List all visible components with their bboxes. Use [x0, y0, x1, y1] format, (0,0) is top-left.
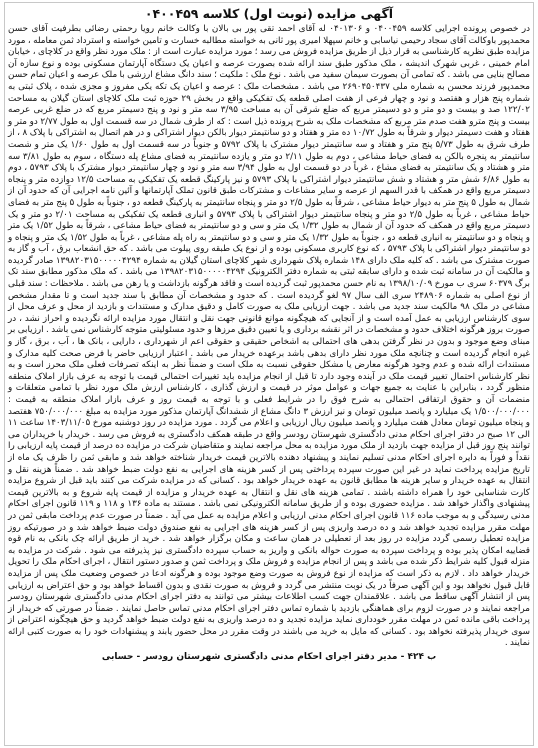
notice-body-text: در خصوص پرونده اجرایی کلاسه ۰۴۰۰۴۵۹ و ۰۴۰۱۳۰۶ له آقای احمد تقی پور بی بالان با وکالت خانم رویا رحمتی رضائی بطرفیت آقای حسن محمدپور باوکالت آقای سجاد رحیمی نیاسابی و خانم سپهلا امیری پور ثانی به خواسته مطالبه خسارت و تامین خواسته و استرداد ثمن معامله ، مورد مزایده طبق نظریه کارشناسی به قرار ذیل از طریق مزایده فروش می رسد ؛ مورد مزایده عبارت است از : ملک مورد نظر واقع در کلاچای ، خیابان امام خمینی ، غربی شهرک اندیشه ، ملک مذکور طبق سند ارائه شده بصورت عرصه و اعیان یک دستگاه آپارتمان مسکونی بوده و نوع سازه آن مصالح بنایی می باشد . که تمامی آن بصورت سیمان سفید می باشد . نوع ملک : ملکیت ؛ سند دانگ مشاع ارزشی با ملک عرصه و اعیان تمام حسن محمدپور فرزند محسن به شماره ملی ۲۶۹۰۴۵۰۴۳۷ می باشد . مشخصات ملک : عرصه و اعیان یک تکه یکی مفروز و مجزی شده ، پلاک ثبتی به شماره پنج هزار و هفتصد و نود و چهار فرعی از هفت اصلی قطعه یک تفکیکی واقع در بخش ۲۹ حوزه ثبت ملک کلاچای استان گیلان به مساحت ۱۲۲/۰۲ صد و بیست و دو متر و دو دسیمتر مربع که ضلع شرقی آن به مساحت ۳/۹۵ سه متر و نود و پنج دسیمتر مربع که در ضلع غربی عرصه بیست و پنج مترو هفت صدم متر مربع که مشخصات ملک به شرح پرونده ذیل است : که از طرف شمال در سه قسمت اول به طول ۲/۷۷ دو متر و هفتاد و هفت دسیمتر دیوار و شرقاً به طول ۱۰/۷۲ ده متر و هفتاد و دو سانتیمتر دیوار بالکن دیوار اشتراکی و در هم اتصال به اشتراکی با پلاک ۸ ، از طرف شرق به طول ۵/۷۳ پنج متر و هفتاد و سه سانتیمتر دیوار مشترک با پلاک ۵۷۹۲ و جنوباً در سه قسمت اول به طول ۱/۶۰ یک متر و شصت سانتیمتر به پنجره بالکن به فضای حیاط مشاعی ، دوم به طول ۲/۱۱ دو متر و یازده سانتیمتر به فضای مشاع پله دستگاه ، سوم به طول ۳/۸۱ سه متر و هشتاد و یک سانتیمتر به فضای مشاع ، غرباً در دو قسمت اول به طول ۳/۹۴ سه متر و نود و چهار سانتیمتر دیوار مشترک با پلاک ۵۷۹۳ ، دوم به طول ۶/۸۶ شش متر و هشتاد و شش سانتیمتر دیوار اشتراکی با پلاک ۵۷۹۳ و نیز پارکینگ قطعه یک تفکیکی به مساحت ۱۲/۵ دوازده متر و پنجاه دسیمتر مربع واقع در همکف با قدر السهم از عرصه و سایر مشاعات و مشترکات طبق قانون تملک آپارتمانها و آئین نامه اجرایی آن که حدود آن از شمال به طول ۵ پنج متر به دیوار حیاط مشاعی ، شرقاً به طول ۲/۵ دو متر و پنجاه سانتیمتر به پارکینگ قطعه دو ، جنوباً به طول ۵ پنج متر به فضای حیاط مشاعی ، غرباً به طول ۲/۵ دو متر و پنجاه سانتیمتر دیوار اشتراکی با پلاک ۵۷۹۳ و انباری قطعه یک تفکیکی به مساحت ۲/۰۱ دو متر و یک دسیمتر مربع واقع در همکف که حدود آن از شمال به طول ۱/۳۲ یک متر و سی و دو سانتیمتر به فضای حیاط مشاعی ، شرقاً به طول ۱/۵۲ یک متر و پنجاه و دو سانتیمتر به انباری قطعه دو ، جنوباً به طول ۱/۳۲ یک متر و سی و دو سانتیمتر به راه پله مشاعی ، غرباً به طول ۱/۵۲ یک متر و پنجاه و دو سانتیمتر دیوار اشتراکی با پلاک ۵۷۹۳ ، که نوع کاربری مسکونی بوده و از نوع یک طبقه روی پیلوت می باشد . که حق انشعاب برق ، آب و گاز به صورت مشترک می باشد . که کلیه ملک دارای ۱۴۸ شماره پلاک شهرداری شهر کلاچای استان گیلان به شماره ۱۳۹۸۲۰۳۱۵۰۰۰۰۰۴۲۹۴ صادر گردیده و مالکیت آن در سامانه ثبت شده و دارای سابقه ثبتی به شماره دفتر الکترونیک ۱۳۹۸۲۰۳۱۵۰۰۰۰۰۴۲۹۴ می باشد . که ملک مذکور مطابق سند تک برگ ۶۰۳۷۹ سری ب مورخ ۱۳۹۸/۱۰/۰۹ به نام حسن محمدپور ثبت گردیده است و فاقد هرگونه بازداشت و یا رهن می باشد . ملاحظات : سند قبلی از نوع اصلی به شماره ۲۴۸۹۰۶ سری الف سال ۹۷ لغو گردیده است . که حدود و مشخصات آن مطابق با سند جدید است و تا مقدار مشخص مشاعی در ملک ۹۸ مالکیت سند جدید می باشد . جهت ارزیابی ملک به صورت کامل و دقیق مدارک و مستندات و بازدید از محل و عرف محل از سوی کارشناس ارزیابی به عمل آمده است و از آنجایی که هیچگونه موانع قانونی جهت نقل و انتقال مورد مزایده ارائه نگردیده و احراز نشد ، در صورت بروز هرگونه اختلاف حدود و مشخصات در اثر نقشه برداری و یا تعیین دقیق مرزها و حدود مسئولیتی متوجه کارشناس نمی باشد . ارزیابی بر مبنای وضع موجود و بدون در نظر گرفتن بدهی های احتمالی به اشخاص حقیقی و حقوقی اعم از شهرداری ، دارایی ، بانک ها ، آب ، برق ، گاز و غیره انجام گردیده است و چنانچه ملک مورد نظر دارای بدهی باشد برعهده خریدار می باشد . اعتبار ارزیابی حاضر با فرض صحت کلیه مدارک و مستندات ارائه شده و عدم وجود هرگونه معارض یا مشکل حقوقی نسبت به ملک است و ضمناً نظر به اینکه تصرفات فعلی ملک محرز است و به نظر کارشناس احتمال تغییر قیمت ملک در آینده وجود دارد تا قبل از انجام مزایده باید تغییرات احتمالی قیمت با توجه به عرف بازار املاک منطقه منظور گردد ، بنابراین با عنایت به جمیع جهات و عوامل موثر در قیمت و ارزش گذاری ، کارشناس ارزش ملک مورد نظر با تمامی متعلقات و منضمات آن و حقوق ارتفاقی احتمالی به شرح فوق را در شرایط فعلی و با توجه به قیمت روز و عرف بازار املاک منطقه به قیمت : ۱/۵۰۰/۰۰۰/۰۰۰ یک میلیارد و پانصد میلیون تومان و نیز ارزش ۳ دانگ مشاع از ششدانگ آپارتمان مذکور مورد مزایده به مبلغ ۷۵۰/۰۰۰/۰۰۰ هفتصد و پنجاه میلیون تومان معادل هفت میلیارد و پانصد میلیون ریال ارزیابی و اعلام می گردد . مورد مزایده در روز دوشنبه مورخ ۱۴۰۳/۱۱/۰۵ ساعت ۱۱ الی ۱۲ صبح در دفتر اجرای احکام مدنی دادگستری شهرستان رودسر واقع در طبقه همکف دادگستری به فروش می رسد . خریدار یا خریداران می توانند پنج روز قبل از مزایده جهت بازدید از ملک مورد مزایده به محل مراجعه نمایند و متقاضیان شرکت در مزایده ده درصد از قیمت پایه ارزیابی را نقداً و فوراً به دایره اجرای احکام مدنی تسلیم نمایند و پیشنهاد دهنده بالاترین قیمت خریدار شناخته خواهد شد و مابقی ثمن را ظرف یک ماه از تاریخ مزایده پرداخت نماید در غیر این صورت سپرده پرداختی پس از کسر هزینه های اجرایی به نفع دولت ضبط خواهد شد . ضمناً هزینه نقل و انتقال به عهده خریدار و سایر هزینه ها مطابق قانون به عهده خریدار خواهد بود . کسانی که در مزایده شرکت می کنند باید قبل از شروع مزایده کارت شناسایی خود را همراه داشته باشند . تمامی هزینه های نقل و انتقال به عهده خریدار و مزایده از قیمت پایه شروع و به بالاترین قیمت پیشنهادی واگذار خواهد شد . مزایده حضوری بوده و از طریق سامانه الکترونیکی نمی باشد . مستند به ماده ۱۳۶ و ۱۱۸ و ۱۱۹ قانون اجرای احکام مدنی رسیدگی و به موجب ماده ۱۱۶ قانون اجرای احکام مدنی ارزیابی و اعلام مزایده به عمل می آید . ضمناً در صورت عدم پرداخت مابقی ثمن در مهلت مقرر مزایده تجدید خواهد شد و ده درصد واریزی پس از کسر هزینه های اجرایی به نفع صندوق دولت ضبط خواهد شد و در صورتیکه روز مزایده تعطیل رسمی گردد مزایده در روز بعد از تعطیلی در همان ساعت و مکان برگزار خواهد شد . خرید از طریق ارائه چک بانکی به نام قوه قضاییه امکان پذیر بوده و پرداخت سپرده به صورت حواله بانکی و واریز به حساب سپرده دادگستری نیز پذیرفته می شود . شرکت در مزایده به منزله قبول کلیه شرایط ذکر شده می باشد و پس از انجام مزایده و فروش ملک و پرداخت ثمن و صدور دستور انتقال ، اجرای احکام ملک را تحویل خریدار خواهد داد . لازم به ذکر است که مزایده از نوع فروش به صورت وضع موجود بوده و هرگونه ادعا در خصوص وضعیت ملک پس از مزایده قابل قبول نخواهد بود و این آگهی صرفاً در یک نوبت منتشر می گردد و فروش به صورت نقدی و بدون اقساط خواهد بود و حق اعتراض به ارزیابی پس از انتشار آگهی ساقط می باشد . علاقمندان جهت کسب اطلاعات بیشتر می توانند به دفتر اجرای احکام مدنی دادگستری شهرستان رودسر مراجعه نمایند و در صورت لزوم برای هماهنگی بازدید با شماره تماس دفتر اجرای احکام مدنی تماس حاصل نمایند . ضمناً در صورتی که خریدار از پرداخت باقی مانده ثمن در مهلت مقرر خودداری نماید مزایده تجدید و ده درصد واریزی به نفع دولت ضبط خواهد گردید و حق هیچگونه اعتراض از سوی خریدار پذیرفته نخواهد بود . کسانی که مایل به خرید می باشند در وقت مقرر در محل حضور یابند و پیشنهادات خود را به صورت کتبی ارائه نمایند .: [8, 24, 531, 649]
notice-title: آگهی مزایده (نوبت اول) کلاسه ۰۴۰۰۴۵۹: [144, 6, 394, 21]
notice-body: [8, 24, 530, 650]
notice-signature: ب ۴۲۴ - مدیر دفتر اجرای احکام مدنی دادگستری شهرستان رودسر - حسابی: [101, 652, 437, 663]
